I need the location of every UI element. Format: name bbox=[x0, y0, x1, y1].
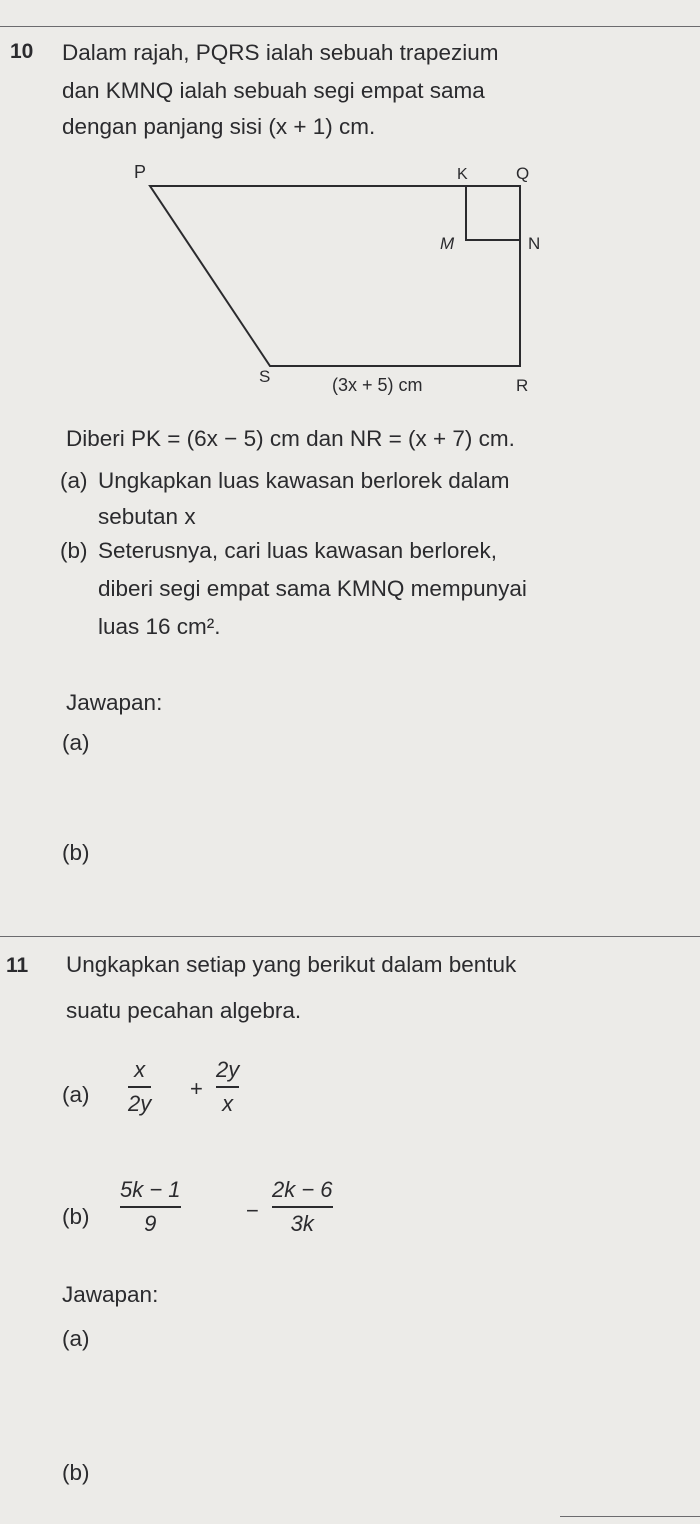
fraction-bar bbox=[120, 1206, 181, 1208]
trapezium-pqrs bbox=[150, 186, 520, 366]
vertex-k-label: K bbox=[457, 166, 468, 183]
fraction-b2-numerator: 2k − 6 bbox=[272, 1177, 333, 1202]
question-11-part-b-label: (b) bbox=[62, 1204, 90, 1229]
question-10-part-b-line-3: luas 16 cm². bbox=[98, 614, 221, 639]
fraction-bar bbox=[216, 1086, 239, 1088]
fraction-b1-numerator: 5k − 1 bbox=[120, 1177, 181, 1202]
question-10-answer-b: (b) bbox=[62, 840, 90, 865]
fraction-bar bbox=[272, 1206, 333, 1208]
question-11-number: 11 bbox=[6, 954, 29, 977]
vertex-q-label: Q bbox=[516, 164, 530, 183]
vertex-n-label: N bbox=[528, 234, 541, 253]
bottom-divider bbox=[560, 1516, 700, 1517]
question-11-answer-heading: Jawapan: bbox=[62, 1282, 159, 1307]
fraction-a2-numerator: 2y bbox=[216, 1057, 240, 1082]
question-10-part-b-line-1: Seterusnya, cari luas kawasan berlorek, bbox=[98, 538, 497, 563]
question-10-part-a-line-1: Ungkapkan luas kawasan berlorek dalam bbox=[98, 468, 510, 493]
vertex-s-label: S bbox=[259, 367, 271, 386]
question-10-number: 10 bbox=[10, 40, 34, 63]
fraction-b2 bbox=[272, 1176, 333, 1238]
middle-divider bbox=[0, 936, 700, 937]
fraction-b1-denominator: 9 bbox=[144, 1211, 157, 1236]
fraction-a2 bbox=[216, 1056, 239, 1118]
top-divider bbox=[0, 26, 700, 27]
question-10-answer-heading: Jawapan: bbox=[66, 690, 163, 715]
fraction-a1 bbox=[128, 1056, 151, 1118]
fraction-b2-denominator: 3k bbox=[290, 1211, 314, 1236]
square-kmnq bbox=[466, 186, 520, 240]
question-11-answer-b: (b) bbox=[62, 1460, 90, 1485]
question-11-answer-a: (a) bbox=[62, 1326, 90, 1351]
question-10-part-a-line-2: sebutan x bbox=[98, 504, 196, 529]
question-10-part-b-line-2: diberi segi empat sama KMNQ mempunyai bbox=[98, 576, 527, 601]
question-11-intro-line-1: Ungkapkan setiap yang berikut dalam bentuk bbox=[66, 952, 517, 977]
plus-operator: + bbox=[190, 1076, 203, 1101]
question-11-part-a-label: (a) bbox=[62, 1082, 90, 1107]
minus-operator: − bbox=[246, 1198, 259, 1223]
question-10-part-a-label: (a) bbox=[60, 468, 88, 493]
fraction-a1-numerator: x bbox=[134, 1057, 146, 1082]
question-10-given: Diberi PK = (6x − 5) cm dan NR = (x + 7) cm. bbox=[66, 426, 515, 451]
question-10-intro-line-3: dengan panjang sisi (x + 1) cm. bbox=[62, 114, 376, 139]
question-10-answer-a: (a) bbox=[62, 730, 90, 755]
vertex-m-label: M bbox=[440, 234, 455, 253]
vertex-p-label: P bbox=[134, 162, 147, 182]
fraction-a1-denominator: 2y bbox=[128, 1091, 152, 1116]
vertex-r-label: R bbox=[516, 376, 529, 395]
fraction-bar bbox=[128, 1086, 151, 1088]
question-10-intro-line-2: dan KMNQ ialah sebuah segi empat sama bbox=[62, 78, 485, 103]
question-10-intro-line-1: Dalam rajah, PQRS ialah sebuah trapezium bbox=[62, 40, 499, 65]
question-10-part-b-label: (b) bbox=[60, 538, 88, 563]
fraction-a2-denominator: x bbox=[222, 1091, 234, 1116]
side-sr-length-label: (3x + 5) cm bbox=[332, 375, 423, 395]
question-11-intro-line-2: suatu pecahan algebra. bbox=[66, 998, 302, 1023]
trapezium-diagram bbox=[0, 150, 700, 410]
fraction-b1 bbox=[120, 1176, 181, 1238]
